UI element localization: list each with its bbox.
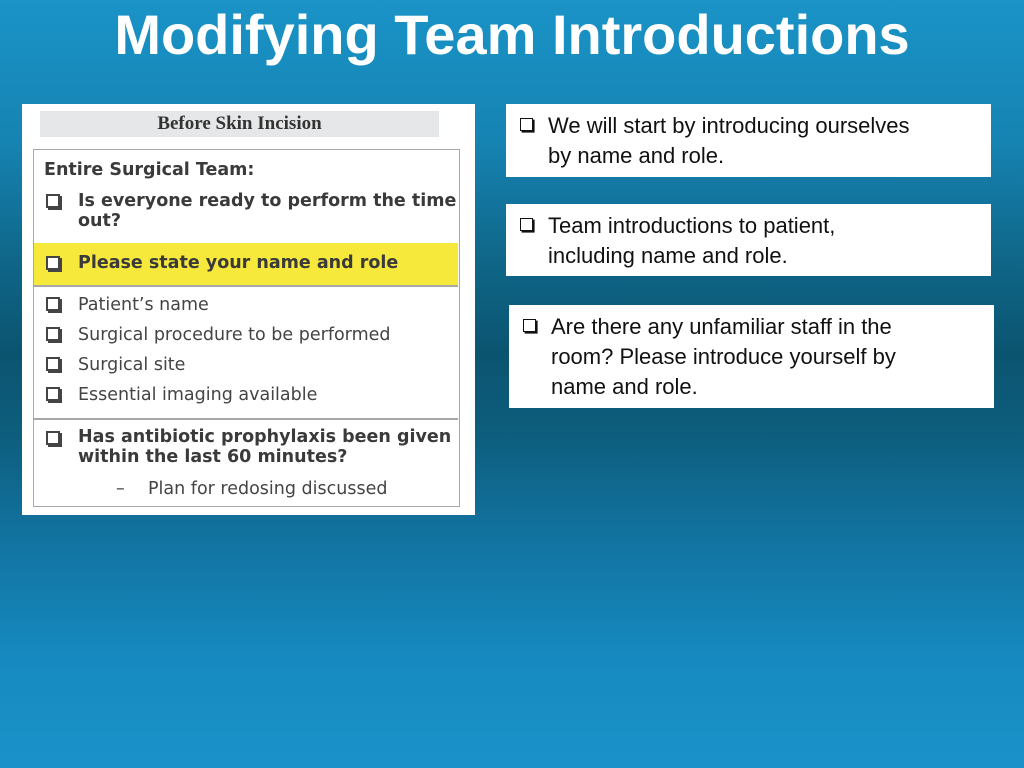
checkbox-icon bbox=[523, 319, 536, 332]
checkbox-icon bbox=[46, 431, 60, 445]
checkbox-icon bbox=[46, 387, 60, 401]
checklist-item-name-role: Please state your name and role bbox=[78, 253, 399, 273]
callout-unfamiliar-staff bbox=[509, 305, 994, 408]
checklist-item-imaging: Essential imaging available bbox=[78, 385, 318, 405]
checklist-item-patient-name: Patient’s name bbox=[78, 295, 209, 315]
checklist-subitem-redosing: Plan for redosing discussed bbox=[148, 479, 388, 499]
callout-line: Are there any unfamiliar staff in the bbox=[551, 314, 892, 339]
callout-line: including name and role. bbox=[548, 243, 788, 268]
checklist-item-ready-line1: Is everyone ready to perform the time bbox=[78, 191, 457, 211]
surgical-checklist bbox=[22, 104, 475, 515]
section-label: Entire Surgical Team: bbox=[44, 160, 255, 180]
dash-bullet: – bbox=[116, 479, 125, 499]
checkbox-icon bbox=[46, 297, 60, 311]
checkbox-icon bbox=[520, 118, 533, 131]
checklist-header: Before Skin Incision bbox=[40, 111, 439, 137]
slide-title: Modifying Team Introductions bbox=[114, 3, 910, 66]
callout-line: We will start by introducing ourselves bbox=[548, 113, 910, 138]
divider bbox=[34, 285, 458, 287]
checklist-item-antibiotic-line1: Has antibiotic prophylaxis been given bbox=[78, 427, 452, 447]
callout-team-introductions bbox=[506, 204, 991, 276]
checklist-item-ready-line2: out? bbox=[78, 211, 121, 231]
divider bbox=[34, 418, 458, 420]
checklist-item-procedure: Surgical procedure to be performed bbox=[78, 325, 391, 345]
callout-introduce-ourselves bbox=[506, 104, 991, 177]
checkbox-icon bbox=[46, 357, 60, 371]
checkbox-icon bbox=[46, 327, 60, 341]
checkbox-icon bbox=[46, 194, 60, 208]
callout-line: by name and role. bbox=[548, 143, 725, 168]
callout-line: Team introductions to patient, bbox=[548, 213, 836, 238]
checklist-box bbox=[33, 149, 460, 507]
checkbox-icon bbox=[46, 256, 60, 270]
checkbox-icon bbox=[520, 218, 533, 231]
checklist-item-antibiotic-line2: within the last 60 minutes? bbox=[78, 447, 348, 467]
callout-line: name and role. bbox=[551, 374, 698, 399]
checklist-item-site: Surgical site bbox=[78, 355, 186, 375]
callout-line: room? Please introduce yourself by bbox=[551, 344, 896, 369]
